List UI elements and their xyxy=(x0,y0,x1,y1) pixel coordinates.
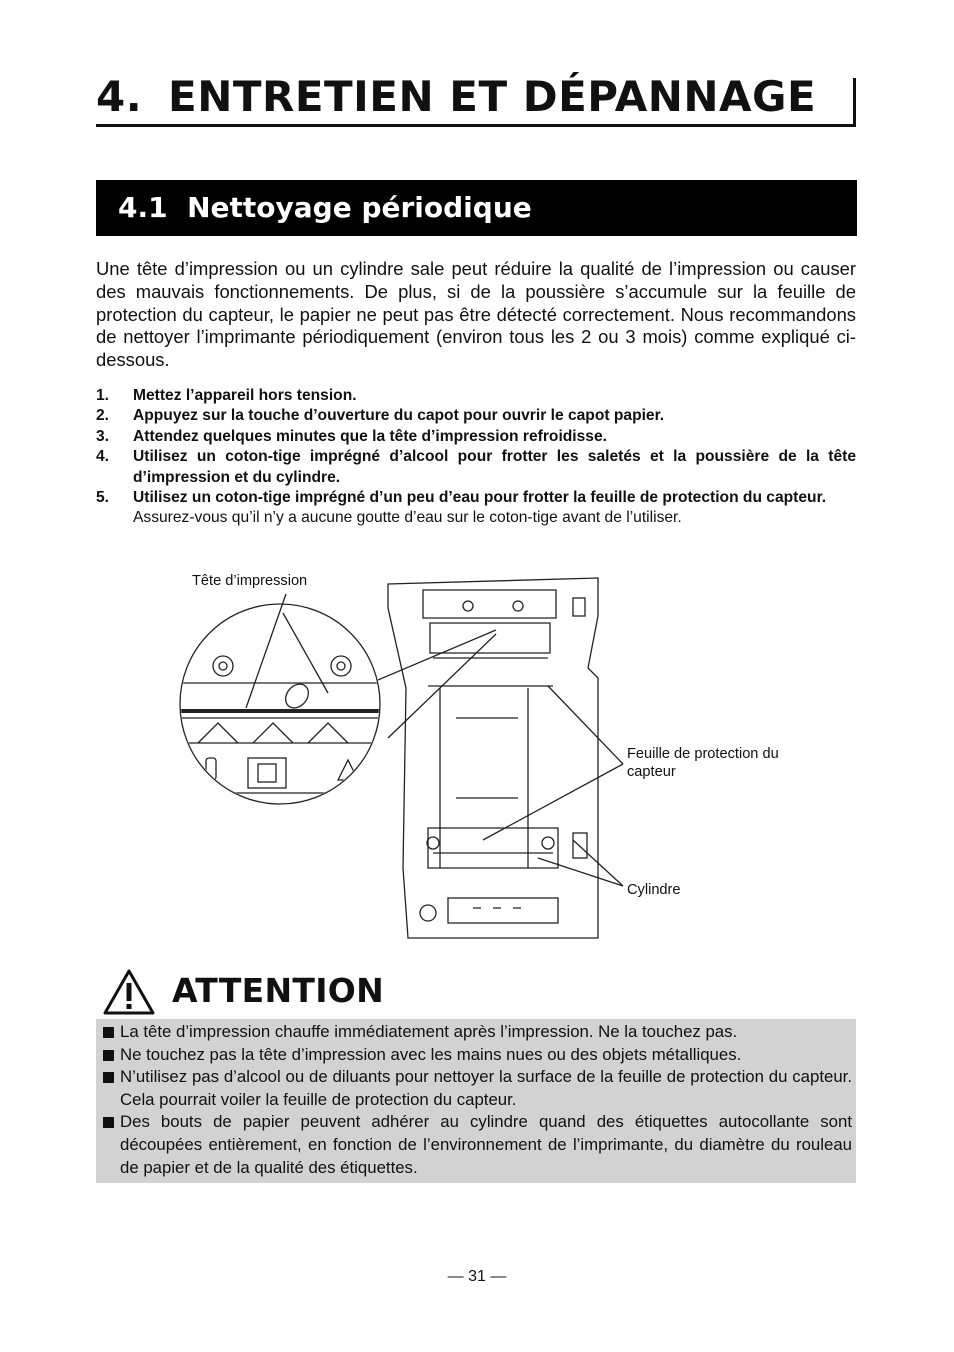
attention-item: La tête d’impression chauffe immédiatement après l’impression. Ne la touchez pas. xyxy=(102,1021,852,1044)
platen-leader xyxy=(538,858,623,886)
step-item xyxy=(96,447,856,488)
section-title: 4.1 Nettoyage périodique xyxy=(118,191,532,224)
page-number: — 31 — xyxy=(447,1268,507,1285)
printer-illustration xyxy=(178,568,838,948)
label-sensor-sheet: Feuille de protection du capteur xyxy=(627,746,779,780)
attention-title: ATTENTION xyxy=(172,971,385,1010)
bullet-square-icon xyxy=(103,1050,114,1061)
label-print-head: Tête d’impression xyxy=(192,573,308,589)
bullet-square-icon xyxy=(103,1072,114,1083)
attention-heading xyxy=(96,962,856,1020)
step-text: Utilisez un coton-tige imprégné d’un peu d’eau pour frotter la feuille de protection du capteur. xyxy=(133,489,827,507)
attention-list xyxy=(102,1021,852,1179)
attention-box xyxy=(96,1019,856,1183)
cleaning-steps xyxy=(96,386,856,529)
step-number: 1. xyxy=(96,387,110,404)
warning-triangle-icon xyxy=(102,968,156,1016)
step-item xyxy=(96,386,856,406)
step-number: 4. xyxy=(96,448,110,466)
section-heading xyxy=(96,180,857,236)
step-text: Utilisez un coton-tige imprégné d’alcool pour frotter les saletés et la poussière de la tête d’impression et du cylindre. xyxy=(133,448,856,486)
label-platen: Cylindre xyxy=(627,882,681,898)
step-item xyxy=(96,427,856,447)
step-text: Attendez quelques minutes que la tête d’impression refroidisse. xyxy=(133,427,607,445)
attention-item: Des bouts de papier peuvent adhérer au cylindre quand des étiquettes autocollante sont découpées entièrement, en fonction de l’environnement de l’imprimante, du diamètre du rouleau de papier et de la qualité des étiquettes. xyxy=(102,1111,852,1179)
printer-body xyxy=(388,578,598,938)
attention-item: Ne touchez pas la tête d’impression avec les mains nues ou des objets métalliques. xyxy=(102,1044,852,1067)
step-text: Appuyez sur la touche d’ouverture du capot pour ouvrir le capot papier. xyxy=(133,407,665,425)
step-number: 5. xyxy=(96,489,110,507)
step-number: 2. xyxy=(96,407,110,425)
chapter-title-rule xyxy=(853,78,856,127)
attention-item: N’utilisez pas d’alcool ou de diluants pour nettoyer la surface de la feuille de protection du capteur. Cela pourrait voiler la feuille de protection du capteur. xyxy=(102,1066,852,1111)
bullet-square-icon xyxy=(103,1027,114,1038)
magnified-view-circle xyxy=(180,604,380,804)
step-item xyxy=(96,488,856,529)
step-item xyxy=(96,406,856,426)
step-note: Assurez-vous qu’il n’y a aucune goutte d’eau sur le coton-tige avant de l’utiliser. xyxy=(133,509,682,527)
chapter-title-text: ENTRETIEN ET DÉPANNAGE xyxy=(168,72,817,121)
step-number: 3. xyxy=(96,427,110,445)
step-text: Mettez l’appareil hors tension. xyxy=(133,387,357,404)
bullet-square-icon xyxy=(103,1117,114,1128)
chapter-number: 4. xyxy=(96,72,143,121)
intro-paragraph: Une tête d’impression ou un cylindre sale peut réduire la qualité de l’impression ou causer des mauvais fonctionnements. De plus, si de la poussière s’accumule sur la feuille de protection du capteur, le papier ne peut pas être détecté correctement. Nous recommandons de nettoyer l’imprimante périodiquement (environ tous les 2 ou 3 mois) comme expliqué ci-dessous. xyxy=(96,258,856,371)
chapter-title xyxy=(96,70,856,127)
